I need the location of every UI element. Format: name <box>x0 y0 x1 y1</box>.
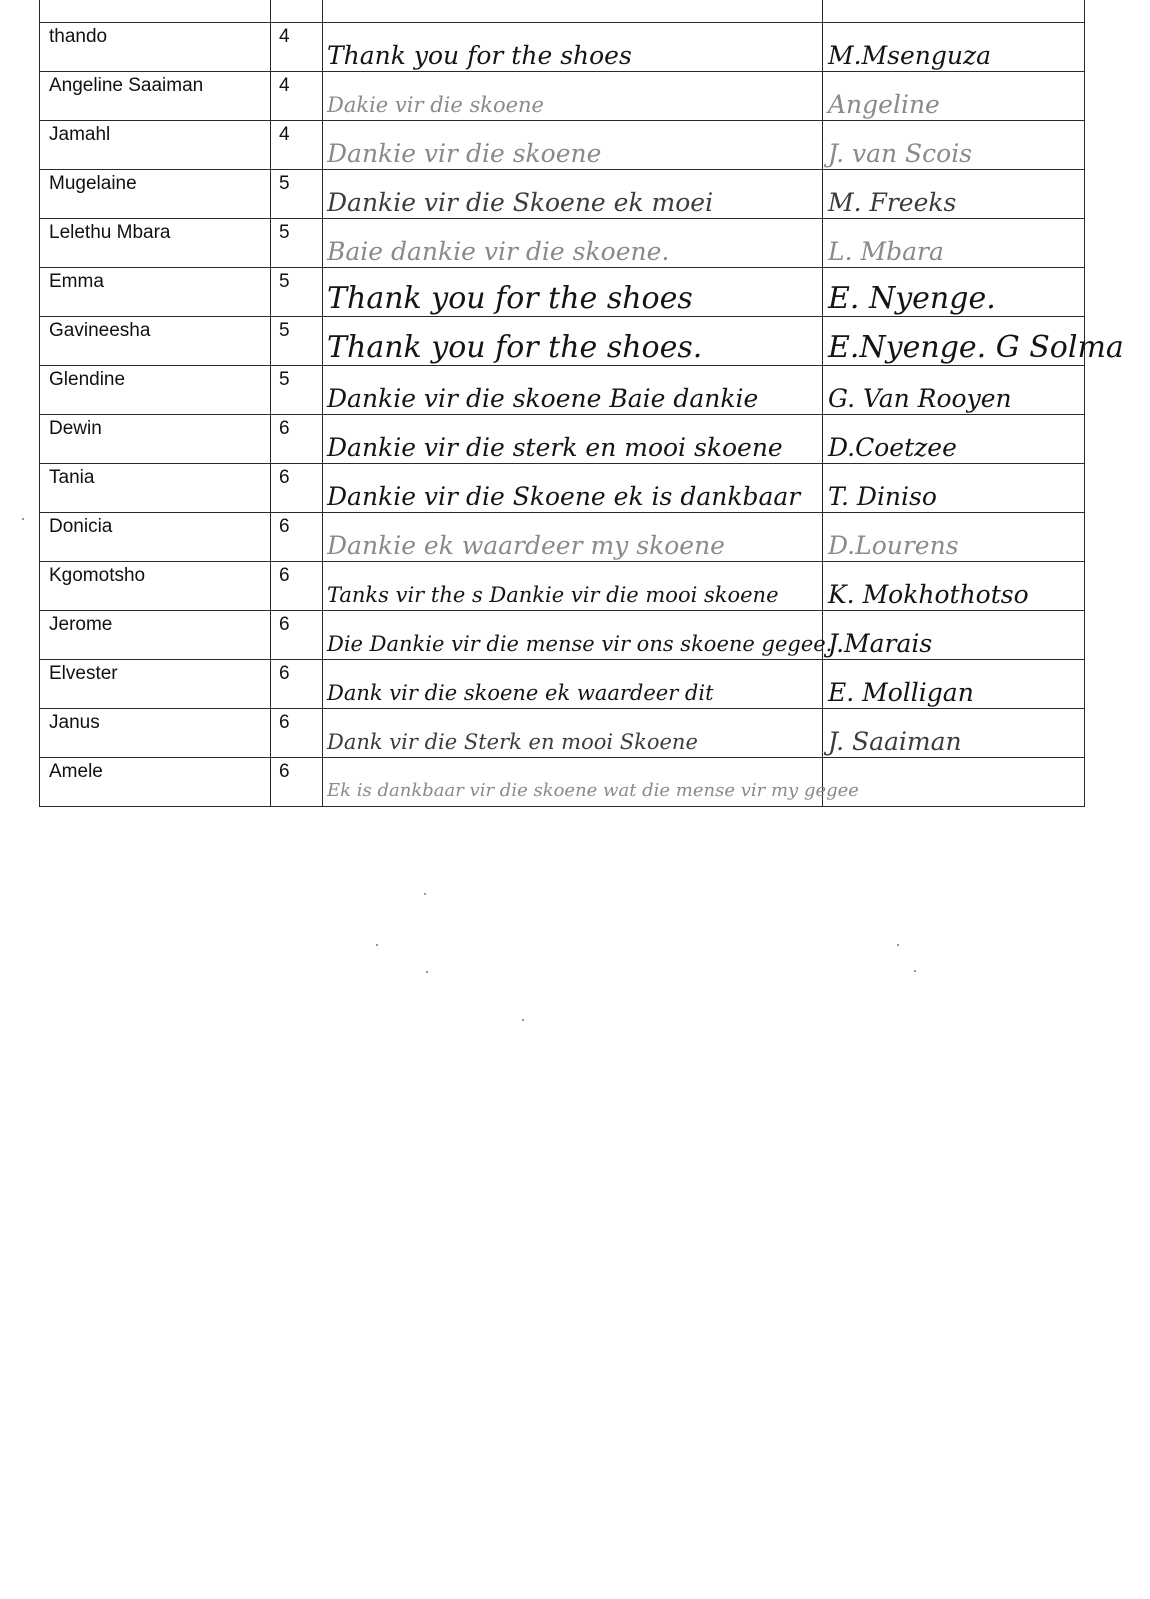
learner-grade: 4 <box>279 26 290 47</box>
handwritten-message: Die Dankie vir die mense vir ons skoene gegee. <box>327 632 833 656</box>
name-cell <box>40 611 271 660</box>
message-cell <box>323 415 823 464</box>
name-cell <box>40 758 271 807</box>
table-row <box>40 170 1085 219</box>
learner-name: Angeline Saaiman <box>49 75 204 96</box>
message-cell <box>323 317 823 366</box>
message-cell <box>323 121 823 170</box>
handwritten-message: Tanks vir the s Dankie vir die mooi skoene <box>327 583 779 607</box>
signature-cell <box>823 709 1085 758</box>
grade-cell <box>271 219 323 268</box>
grade-cell <box>271 660 323 709</box>
message-cell <box>323 170 823 219</box>
signature-cell <box>823 317 1124 366</box>
scan-speck <box>376 944 378 946</box>
scan-speck <box>897 944 899 946</box>
handwritten-message: Thank you for the shoes <box>327 41 632 70</box>
handwritten-signature: M.Msenguza <box>828 41 992 70</box>
grade-cell <box>271 366 323 415</box>
handwritten-signature: J. van Scois <box>828 139 973 168</box>
message-cell <box>323 709 823 758</box>
learner-name: Lelethu Mbara <box>49 222 171 243</box>
name-cell <box>40 513 271 562</box>
learner-name: Glendine <box>49 369 126 390</box>
header-cell-message <box>323 0 823 23</box>
signature-cell <box>823 611 1085 660</box>
learner-grade: 6 <box>279 565 290 586</box>
name-cell <box>40 415 271 464</box>
learner-grade: 6 <box>279 614 290 635</box>
table-row <box>40 513 1085 562</box>
table-row <box>40 72 1085 121</box>
learner-grade: 6 <box>279 467 290 488</box>
register-body <box>40 0 1124 807</box>
signature-cell <box>823 121 1085 170</box>
signature-cell <box>823 562 1085 611</box>
table-row <box>40 415 1085 464</box>
learner-grade: 4 <box>279 75 290 96</box>
handwritten-signature: T. Diniso <box>828 482 937 511</box>
grade-cell <box>271 513 323 562</box>
grade-cell <box>271 72 323 121</box>
table-row <box>40 660 1085 709</box>
signature-cell <box>823 758 1085 807</box>
handwritten-message: Baie dankie vir die skoene. <box>327 237 670 266</box>
handwritten-signature: E. Molligan <box>828 678 974 707</box>
message-cell <box>323 219 823 268</box>
name-cell <box>40 219 271 268</box>
name-cell <box>40 170 271 219</box>
handwritten-message: Dank vir die skoene ek waardeer dit <box>327 681 714 705</box>
name-cell <box>40 709 271 758</box>
learner-grade: 5 <box>279 271 290 292</box>
name-cell <box>40 317 271 366</box>
learner-name: Jerome <box>49 614 113 635</box>
message-cell <box>323 268 823 317</box>
signature-cell <box>823 23 1085 72</box>
handwritten-message: Dankie vir die skoene Baie dankie <box>327 384 759 413</box>
handwritten-signature: J. Saaiman <box>828 727 962 756</box>
header-row-remnant <box>40 0 1085 23</box>
learner-name: Gavineesha <box>49 320 151 341</box>
handwritten-signature: J.Marais <box>828 629 933 658</box>
learner-name: Mugelaine <box>49 173 137 194</box>
grade-cell <box>271 758 323 807</box>
name-cell <box>40 562 271 611</box>
learner-name: thando <box>49 26 108 47</box>
name-cell <box>40 72 271 121</box>
name-cell <box>40 660 271 709</box>
table-row <box>40 562 1085 611</box>
signature-cell <box>823 366 1085 415</box>
grade-cell <box>271 611 323 660</box>
signature-cell <box>823 415 1085 464</box>
handwritten-message: Dankie vir die Skoene ek moei <box>327 188 714 217</box>
learner-grade: 5 <box>279 222 290 243</box>
handwritten-message: Thank you for the shoes <box>327 281 693 316</box>
learner-grade: 6 <box>279 663 290 684</box>
scan-speck <box>426 971 428 973</box>
message-cell <box>323 366 823 415</box>
learner-grade: 6 <box>279 712 290 733</box>
message-cell <box>323 23 823 72</box>
table-row <box>40 219 1085 268</box>
grade-cell <box>271 317 323 366</box>
signature-cell <box>823 513 1085 562</box>
learner-grade: 5 <box>279 173 290 194</box>
signature-cell <box>823 464 1085 513</box>
signature-cell <box>823 219 1085 268</box>
handwritten-signature: D.Lourens <box>828 531 959 560</box>
learner-name: Elvester <box>49 663 118 684</box>
grade-cell <box>271 562 323 611</box>
learner-name: Donicia <box>49 516 113 537</box>
learner-name: Dewin <box>49 418 102 439</box>
table-row <box>40 464 1085 513</box>
name-cell <box>40 268 271 317</box>
table-row <box>40 268 1085 317</box>
header-cell-name <box>40 0 271 23</box>
learner-name: Janus <box>49 712 100 733</box>
name-cell <box>40 464 271 513</box>
scan-speck <box>522 1019 524 1021</box>
learner-grade: 6 <box>279 761 290 782</box>
learner-name: Amele <box>49 761 103 782</box>
handwritten-signature: K. Mokhothotso <box>828 580 1029 609</box>
table-row <box>40 23 1085 72</box>
message-cell <box>323 660 823 709</box>
name-cell <box>40 121 271 170</box>
handwritten-message: Dankie vir die sterk en mooi skoene <box>327 433 783 462</box>
header-cell-signature <box>823 0 1085 23</box>
message-cell <box>323 758 859 807</box>
signature-cell <box>823 660 1085 709</box>
signature-cell <box>823 268 1085 317</box>
grade-cell <box>271 464 323 513</box>
handwritten-signature: E. Nyenge. <box>828 281 996 316</box>
handwritten-signature: L. Mbara <box>828 237 944 266</box>
grade-cell <box>271 170 323 219</box>
scan-speck <box>22 518 24 520</box>
learner-grade: 6 <box>279 516 290 537</box>
grade-cell <box>271 268 323 317</box>
table-row <box>40 758 1085 807</box>
learner-grade: 5 <box>279 320 290 341</box>
learner-name: Emma <box>49 271 104 292</box>
message-cell <box>323 72 823 121</box>
table-row <box>40 121 1085 170</box>
name-cell <box>40 366 271 415</box>
grade-cell <box>271 121 323 170</box>
signature-cell <box>823 72 1085 121</box>
handwritten-signature: E.Nyenge. G Solma <box>828 330 1124 365</box>
learner-grade: 4 <box>279 124 290 145</box>
signature-cell <box>823 170 1085 219</box>
table-row <box>40 317 1085 366</box>
handwritten-message: Ek is dankbaar vir die skoene wat die mense vir my gegee <box>327 780 859 801</box>
message-cell <box>323 562 823 611</box>
handwritten-message: Dankie ek waardeer my skoene <box>327 531 725 560</box>
grade-cell <box>271 23 323 72</box>
handwritten-message: Dankie vir die skoene <box>327 139 602 168</box>
handwritten-signature: Angeline <box>828 90 940 119</box>
message-cell <box>323 464 823 513</box>
handwritten-signature: G. Van Rooyen <box>828 384 1012 413</box>
header-cell-grade <box>271 0 323 23</box>
thank-you-register-table <box>39 0 1124 807</box>
handwritten-message: Dakie vir die skoene <box>327 93 544 117</box>
message-cell <box>323 611 833 660</box>
grade-cell <box>271 415 323 464</box>
table-row <box>40 366 1085 415</box>
learner-grade: 6 <box>279 418 290 439</box>
grade-cell <box>271 709 323 758</box>
table-row <box>40 709 1085 758</box>
handwritten-signature: M. Freeks <box>828 188 957 217</box>
handwritten-message: Thank you for the shoes. <box>327 330 703 365</box>
learner-name: Jamahl <box>49 124 111 145</box>
handwritten-signature: D.Coetzee <box>828 433 957 462</box>
learner-name: Kgomotsho <box>49 565 146 586</box>
table-row <box>40 611 1085 660</box>
message-cell <box>323 513 823 562</box>
scan-speck <box>424 893 426 895</box>
learner-grade: 5 <box>279 369 290 390</box>
name-cell <box>40 23 271 72</box>
handwritten-message: Dankie vir die Skoene ek is dankbaar <box>327 482 801 511</box>
learner-name: Tania <box>49 467 95 488</box>
scan-speck <box>914 970 916 972</box>
handwritten-message: Dank vir die Sterk en mooi Skoene <box>327 730 698 754</box>
